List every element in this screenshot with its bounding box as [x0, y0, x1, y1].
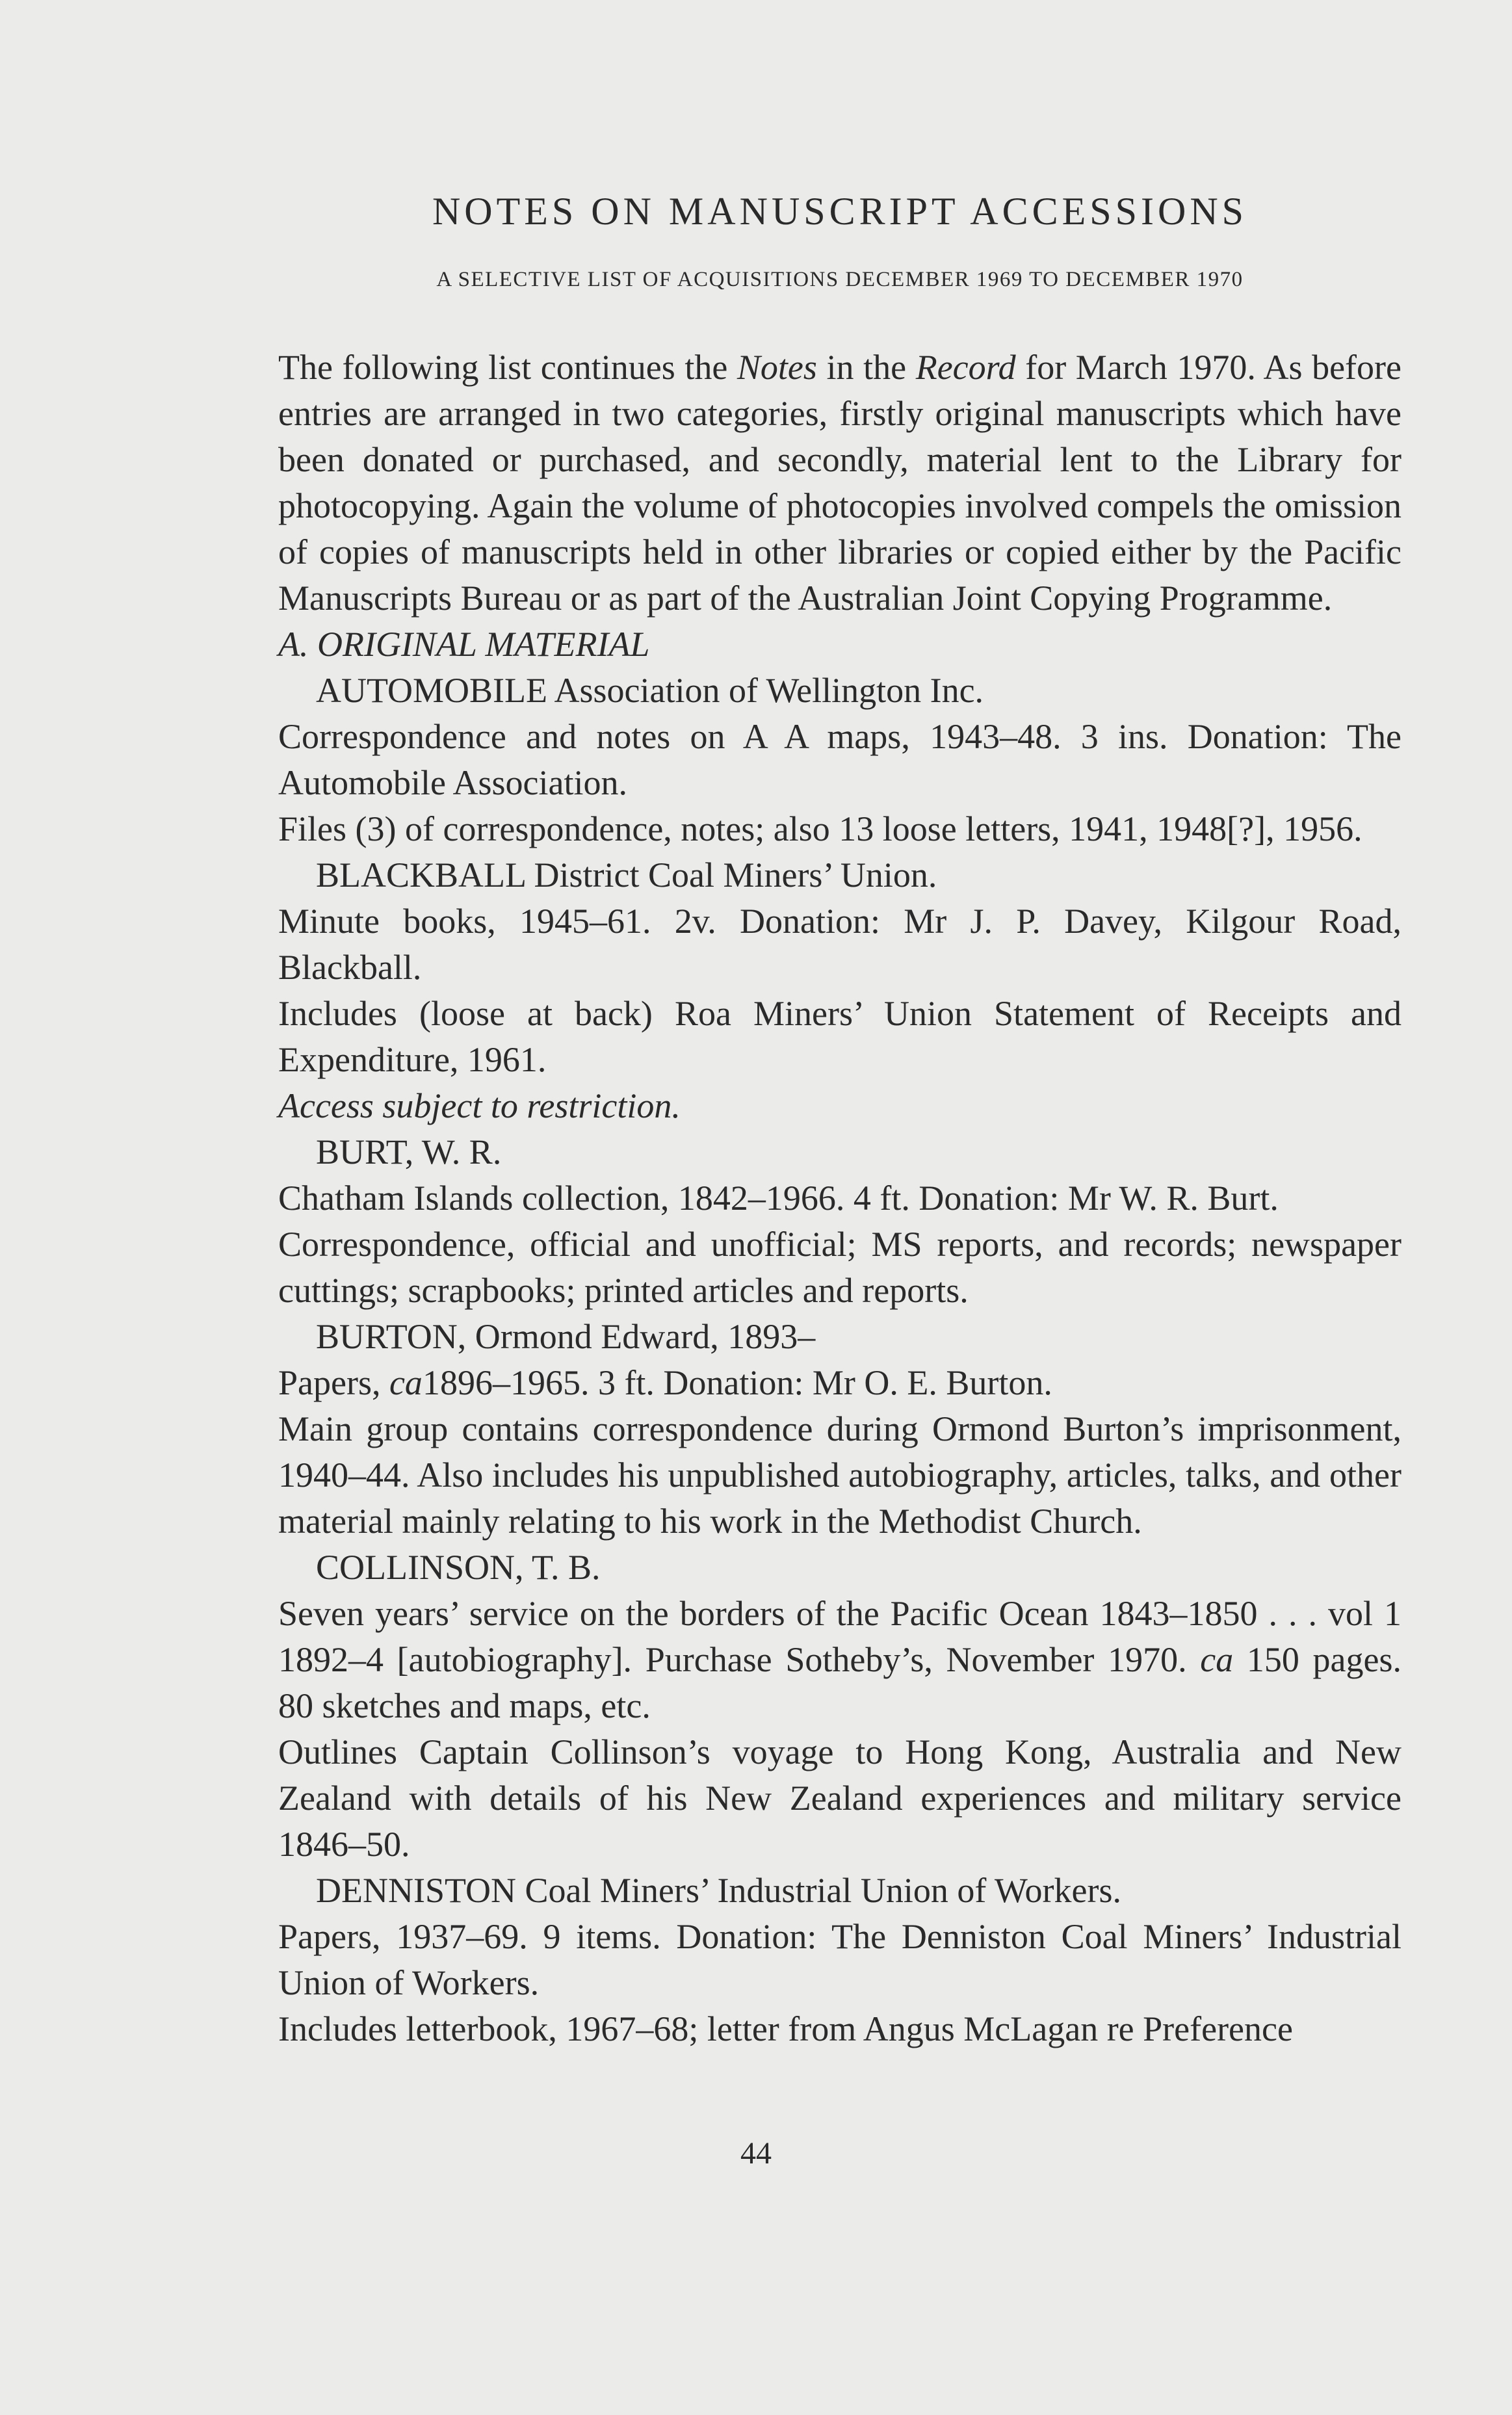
- page-title: NOTES ON MANUSCRIPT ACCESSIONS: [432, 190, 1248, 233]
- access-restriction-note: Access subject to restriction.: [278, 1086, 681, 1125]
- page-number: 44: [740, 2136, 772, 2171]
- collinson-post: 150 pages. 80 sketches and maps, etc.: [278, 1640, 1401, 1725]
- collinson-pre: Seven years’ service on the borders of the Pacific Ocean 1843–1850 . . . vol 1 1892–4 [autobiography]. Purchase Sotheby’s, November 1970.: [278, 1594, 1401, 1679]
- page-subtitle: A SELECTIVE LIST OF ACQUISITIONS DECEMBER 1969 TO DECEMBER 1970: [436, 268, 1244, 291]
- burton-papers-pre: Papers,: [278, 1363, 389, 1402]
- entry-heading-automobile: AUTOMOBILE Association of Wellington Inc.: [316, 671, 984, 710]
- intro-text-2: in the: [816, 348, 916, 387]
- entry-line: Minute books, 1945–61. 2v. Donation: Mr J. P. Davey, Kilgour Road, Blackball.: [278, 902, 1401, 987]
- entry-line: Correspondence and notes on A A maps, 1943–48. 3 ins. Donation: The Automobile Association.: [278, 717, 1401, 802]
- intro-text-3: for March 1970. As before entries are arranged in two categories, firstly original manuscripts which have been donated or purchased, and secondly, material lent to the Library for photocopying. Again the volume of photocopies involved compels the omission of copies of manuscripts held in other libraries or copied either by the Pacific Manuscripts Bureau or as part of the Australian Joint Copying Programme.: [278, 348, 1401, 618]
- entry-line: [278, 1591, 1401, 1729]
- section-heading: A. ORIGINAL MATERIAL: [278, 625, 650, 664]
- intro-paragraph: [278, 345, 1401, 621]
- entry-line: Correspondence, official and unofficial; MS reports, and records; newspaper cuttings; scrapbooks; printed articles and reports.: [278, 1225, 1401, 1310]
- entry-line: Chatham Islands collection, 1842–1966. 4 ft. Donation: Mr W. R. Burt.: [278, 1179, 1279, 1218]
- entry-line: Files (3) of correspondence, notes; also 13 loose letters, 1941, 1948[?], 1956.: [278, 809, 1362, 848]
- intro-text-1: The following list continues the: [278, 348, 737, 387]
- intro-notes-word: Notes: [736, 348, 817, 387]
- collinson-ca: ca: [1200, 1640, 1234, 1679]
- entry-heading-burton: BURTON, Ormond Edward, 1893–: [316, 1317, 816, 1356]
- entry-line: [278, 1360, 1401, 1406]
- entry-line: Outlines Captain Collinson’s voyage to Hong Kong, Australia and New Zealand with details of his New Zealand experiences and military service 1846–50.: [278, 1732, 1401, 1864]
- entry-heading-denniston: DENNISTON Coal Miners’ Industrial Union of Workers.: [316, 1871, 1121, 1910]
- burton-papers-post: 1896–1965. 3 ft. Donation: Mr O. E. Burton.: [422, 1363, 1052, 1402]
- entry-heading-collinson: COLLINSON, T. B.: [316, 1548, 601, 1587]
- entry-line: Includes letterbook, 1967–68; letter from Angus McLagan re Preference: [278, 2009, 1293, 2048]
- entry-line: Papers, 1937–69. 9 items. Donation: The Denniston Coal Miners’ Industrial Union of Workers.: [278, 1917, 1401, 2002]
- intro-record-word: Record: [915, 348, 1016, 387]
- burton-ca: ca: [389, 1363, 423, 1402]
- entry-line: Main group contains correspondence during Ormond Burton’s imprisonment, 1940–44. Also includes his unpublished autobiography, articles, talks, and other material mainly relating to his work in the Methodist Church.: [278, 1409, 1401, 1541]
- entry-heading-blackball: BLACKBALL District Coal Miners’ Union.: [316, 855, 937, 894]
- entry-heading-burt: BURT, W. R.: [316, 1132, 502, 1171]
- entry-line: Includes (loose at back) Roa Miners’ Union Statement of Receipts and Expenditure, 1961.: [278, 994, 1401, 1079]
- page-content: [278, 182, 1401, 2052]
